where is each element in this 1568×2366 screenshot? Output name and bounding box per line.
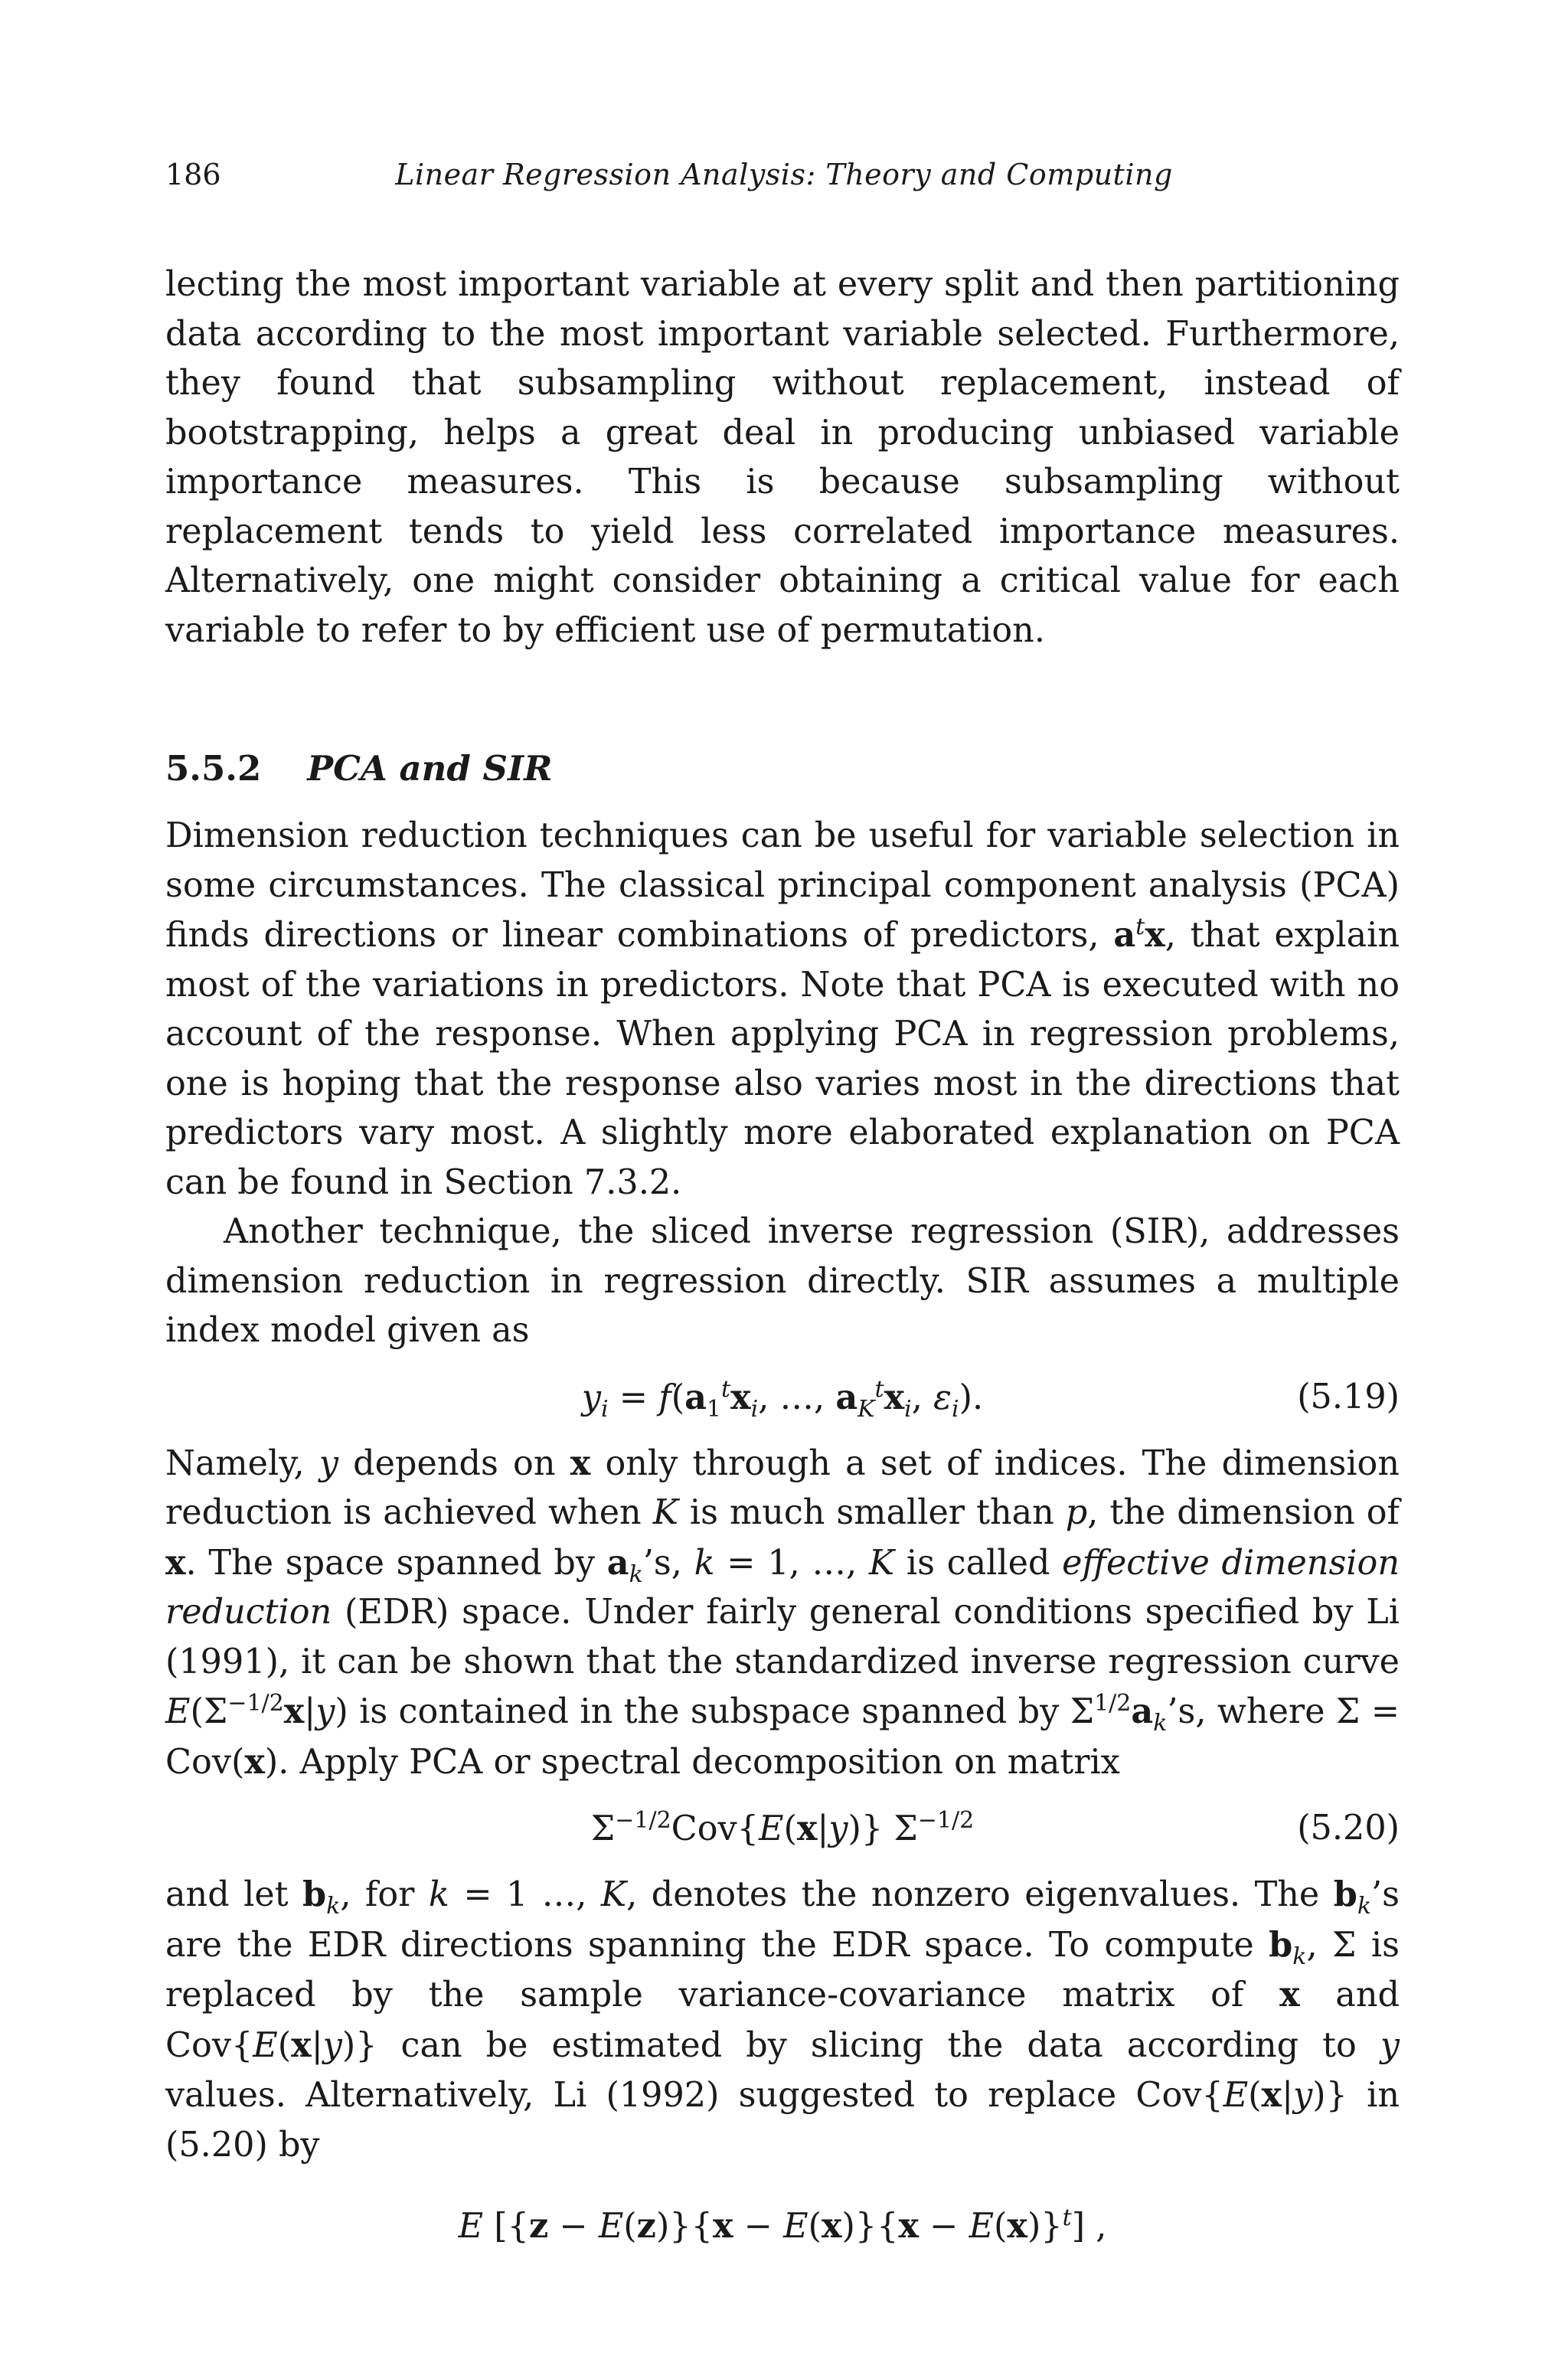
section-heading [165,744,1400,793]
paragraph-edr-directions: and let $b_k$, for k = 1 …, K, denotes the nonzero eigenvalues. The $b_k’s$ are the EDR directions spanning the EDR space. To compute $b_k$, Σ is replaced by the sample variance-covariance matrix of x and Cov{E(x|y)} can be estimated by slicing the data according to y values. Alternatively, Li (1992) suggested to replace Cov{E(x|y)} in (5.20) by [165,1874,1400,2165]
equation-5-19 [165,1356,1400,1439]
page-header [165,158,1403,204]
paragraph-edr: Namely, y depends on x only through a set of indices. The dimension reduction is achieved when K is much smaller than p, the dimension of x. The space spanned by $a_k’s$, k = 1, …, K is called effective dimension reduction (EDR) space. Under fairly general conditions specified by Li (1991), it can be shown that the standardized inverse regression curve $E(\Sigma^{-1/2}x|y)$ is contained in the subspace spanned by $\Sigma^{1/2}a_k’s$, where Σ = Cov(x). Apply PCA or spectral decomposition on matrix [165,1443,1400,1782]
equation-unnumbered [165,2191,1400,2260]
section-title: PCA and SIR [307,748,553,789]
equation-body: $y_i = f(a_1^tx_i$, …, $a_K^tx_i$, $\varepsilon_i$). [581,1375,984,1423]
page-body [165,260,1400,2260]
paragraph-sir: Another technique, the sliced inverse regression (SIR), addresses dimension reduction in regression directly. SIR assumes a multiple index model given as [165,1212,1400,1350]
paragraph-continuation: lecting the most important variable at every split and then partitioning data according to the most important variable selected. Furthermore, they found that subsampling without replacement, instead of bootstrapping, helps a great deal in producing unbiased variable importance measures. This is because subsampling without replacement tends to yield less correlated importance measures. Alternatively, one might consider obtaining a critical value for each variable to refer to by efficient use of permutation. [165,265,1400,650]
running-title: Linear Regression Analysis: Theory and Computing [395,158,1173,191]
equation-body: $\Sigma^{-1/2}Cov\{E(x|y)\}$ $\Sigma^{-1/2}$ [590,1807,975,1848]
equation-number: (5.19) [1297,1377,1400,1417]
equation-5-20 [165,1787,1400,1870]
section-number: 5.5.2 [165,748,262,789]
equation-body: E $[\{z - E(z)\}\{x - E(x)\}\{x - E(x)\}^t]$ , [458,2204,1107,2246]
equation-number: (5.20) [1297,1809,1400,1848]
paragraph-pca: Dimension reduction techniques can be useful for variable selection in some circumstances. The classical principal component analysis (PCA) finds directions or linear combinations of predictors, $a^tx$, that explain most of the variations in predictors. Note that PCA is executed with no account of the response. When applying PCA in regression problems, one is hoping that the response also varies most in the directions that predictors vary most. A slightly more elaborated explanation on PCA can be found in Section 7.3.2. [165,816,1400,1202]
page-number: 186 [165,158,221,191]
